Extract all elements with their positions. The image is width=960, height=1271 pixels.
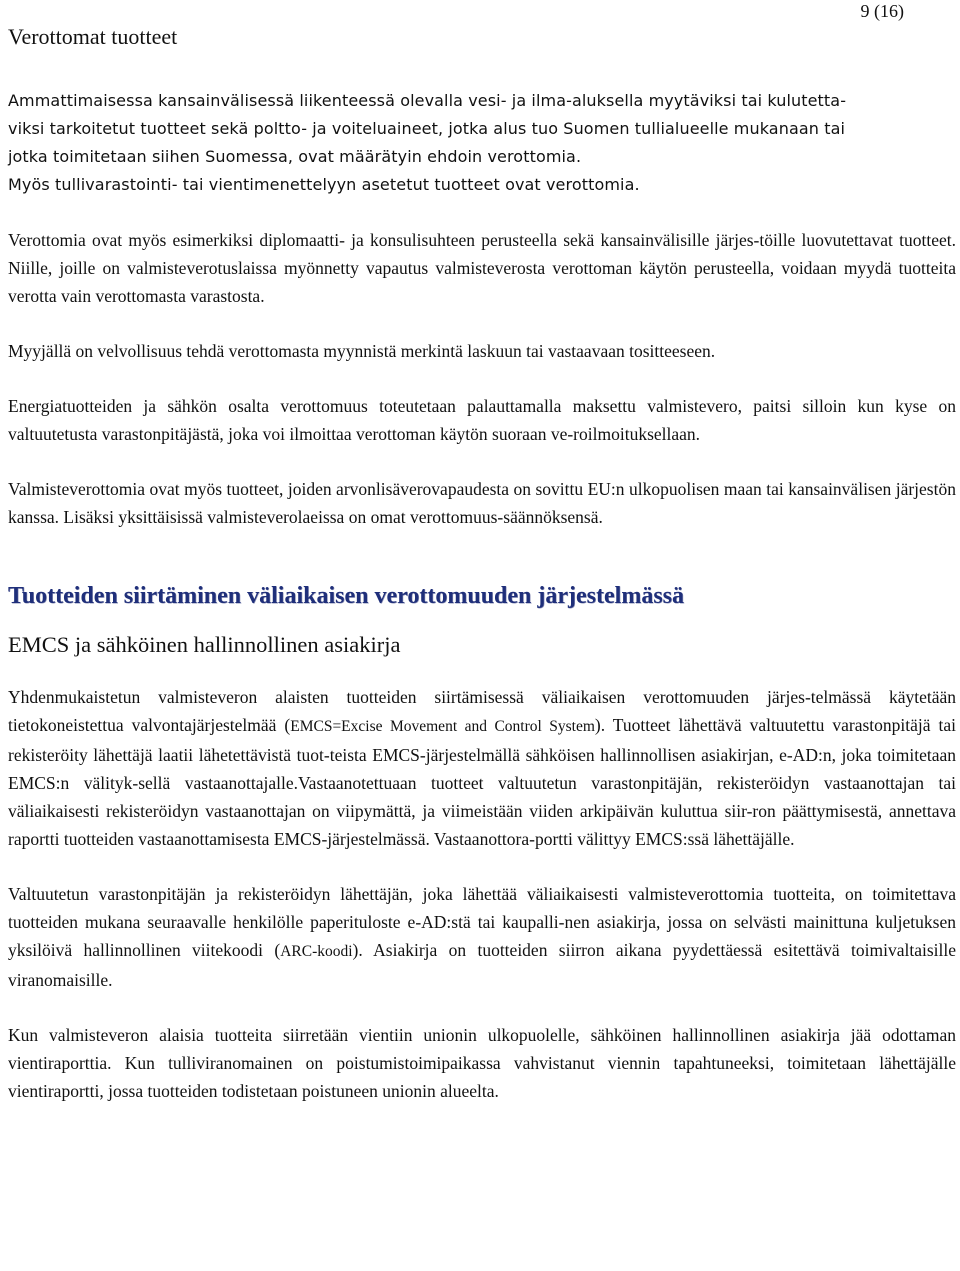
paragraph-eu-agreements: Valmisteverottomia ovat myös tuotteet, joiden arvonlisäverovapaudesta on sovittu EU:n ulkopuolisen maan tai kansainvälisen järjestön kanssa. Lisäksi yksittäisissä valmisteverolaeissa on omat verottomuus-säännöksensä. [8, 479, 956, 527]
arc-text-part-1: Valtuutetun varastonpitäjän ja rekisteröidyn lähettäjän, joka lähettää väliaikaisesti valmisteverottomia tuotteita, on toimitettava tuotteiden mukana seuraavalle henkilölle paperituloste e-AD:stä tai kaupalli-nen asiakirja, jossa on selvästi mainittuna kuljetuksen yksilöivä hallinnollinen viitekoodi ( [8, 884, 956, 960]
section-heading: Tuotteiden siirtäminen väliaikaisen verottomuuden järjestelmässä [8, 583, 684, 609]
paragraph-seller-obligation: Myyjällä on velvollisuus tehdä verottomasta myynnistä merkintä laskuun tai vastaavaan tositteeseen. [8, 341, 716, 361]
arc-text-part-2: ). Asiakirja on tuotteiden siirron aikana pyydettäessä esitettävä toimivaltaisille viranomaisille. [8, 940, 956, 990]
running-header-title: Verottomat tuotteet [8, 24, 178, 49]
emcs-abbreviation: EMCS=Excise Movement and Control System [290, 718, 595, 735]
paragraph-export: Kun valmisteveron alaisia tuotteita siirretään vientiin unionin ulkopuolelle, sähköinen hallinnollinen asiakirja jää odottaman vientiraporttia. Kun tulliviranomainen on poistumistoimipaikassa vahvistanut viennin tapahtuneeksi, toimitetaan lähettäjälle vientiraportti, jossa tuotteiden todistetaan poistuneen unionin alueelta. [8, 1025, 956, 1101]
intro-line-3: jotka toimitetaan siihen Suomessa, ovat määrätyin ehdoin verottomia. [8, 147, 582, 166]
section-subheading: EMCS ja sähköinen hallinnollinen asiakirja [8, 632, 401, 657]
intro-line-1: Ammattimaisessa kansainvälisessä liikenteessä olevalla vesi- ja ilma-aluksella myytäviksi tai kulutetta- [8, 91, 847, 110]
page-number: 9 (16) [860, 1, 904, 21]
paragraph-emcs-system [8, 683, 956, 853]
intro-line-2: viksi tarkoitetut tuotteet sekä poltto- ja voiteluaineet, jotka alus tuo Suomen tullialueelle mukanaan tai [8, 119, 846, 138]
paragraph-arc-code [8, 880, 956, 994]
arc-abbreviation: ARC-koodi [280, 943, 353, 960]
intro-paragraph [8, 87, 956, 199]
intro-line-4: Myös tullivarastointi- tai vientimenettelyyn asetetut tuotteet ovat verottomia. [8, 175, 640, 194]
emcs-text-part-1: Yhdenmukaistetun valmisteveron alaisten tuotteiden siirtämisessä väliaikaisen verottomuuden järjes-telmässä käytetään tietokoneistettua valvontajärjestelmää ( [8, 687, 956, 735]
paragraph-energy-products: Energiatuotteiden ja sähkön osalta verottomuus toteutetaan palauttamalla maksettu valmistevero, paitsi silloin kun kyse on valtuutetusta varastonpitäjästä, joka voi ilmoittaa verottoman käytön suoraan ve-roilmoituksellaan. [8, 396, 956, 444]
document-body [8, 87, 956, 1132]
emcs-text-part-2: ). Tuotteet lähettävä valtuutettu varastonpitäjä tai rekisteröity lähettäjä laatii lähetettävistä tuot-teista EMCS-järjestelmällä sähköisen hallinnollisen asiakirjan, e-AD:n, joka toimitetaan EMCS:n välityk-sellä vastaanottajalle.Vastaanotettuaan tuotteet valtuutetun varastonpitäjän, rekisteröidyn vastaanottajan tai väliaikaisesti rekisteröidyn vastaanottajan on viipymättä, ja viimeistään viiden arkipäivän kuluttua siir-ron päättymisestä, annettava raportti tuotteiden vastaanottamisesta EMCS-järjestelmässä. Vastaanottora-portti välittyy EMCS:ssä lähettäjälle. [8, 715, 956, 849]
paragraph-diplomatic-exemption: Verottomia ovat myös esimerkiksi diplomaatti- ja konsulisuhteen perusteella sekä kansainvälisille järjes-töille luovutettavat tuotteet. Niille, joille on valmisteverotuslaissa myönnetty vapautus valmisteverosta verottoman käytön perusteella, voidaan myydä tuotteita verotta vain verottomasta varastosta. [8, 230, 956, 306]
